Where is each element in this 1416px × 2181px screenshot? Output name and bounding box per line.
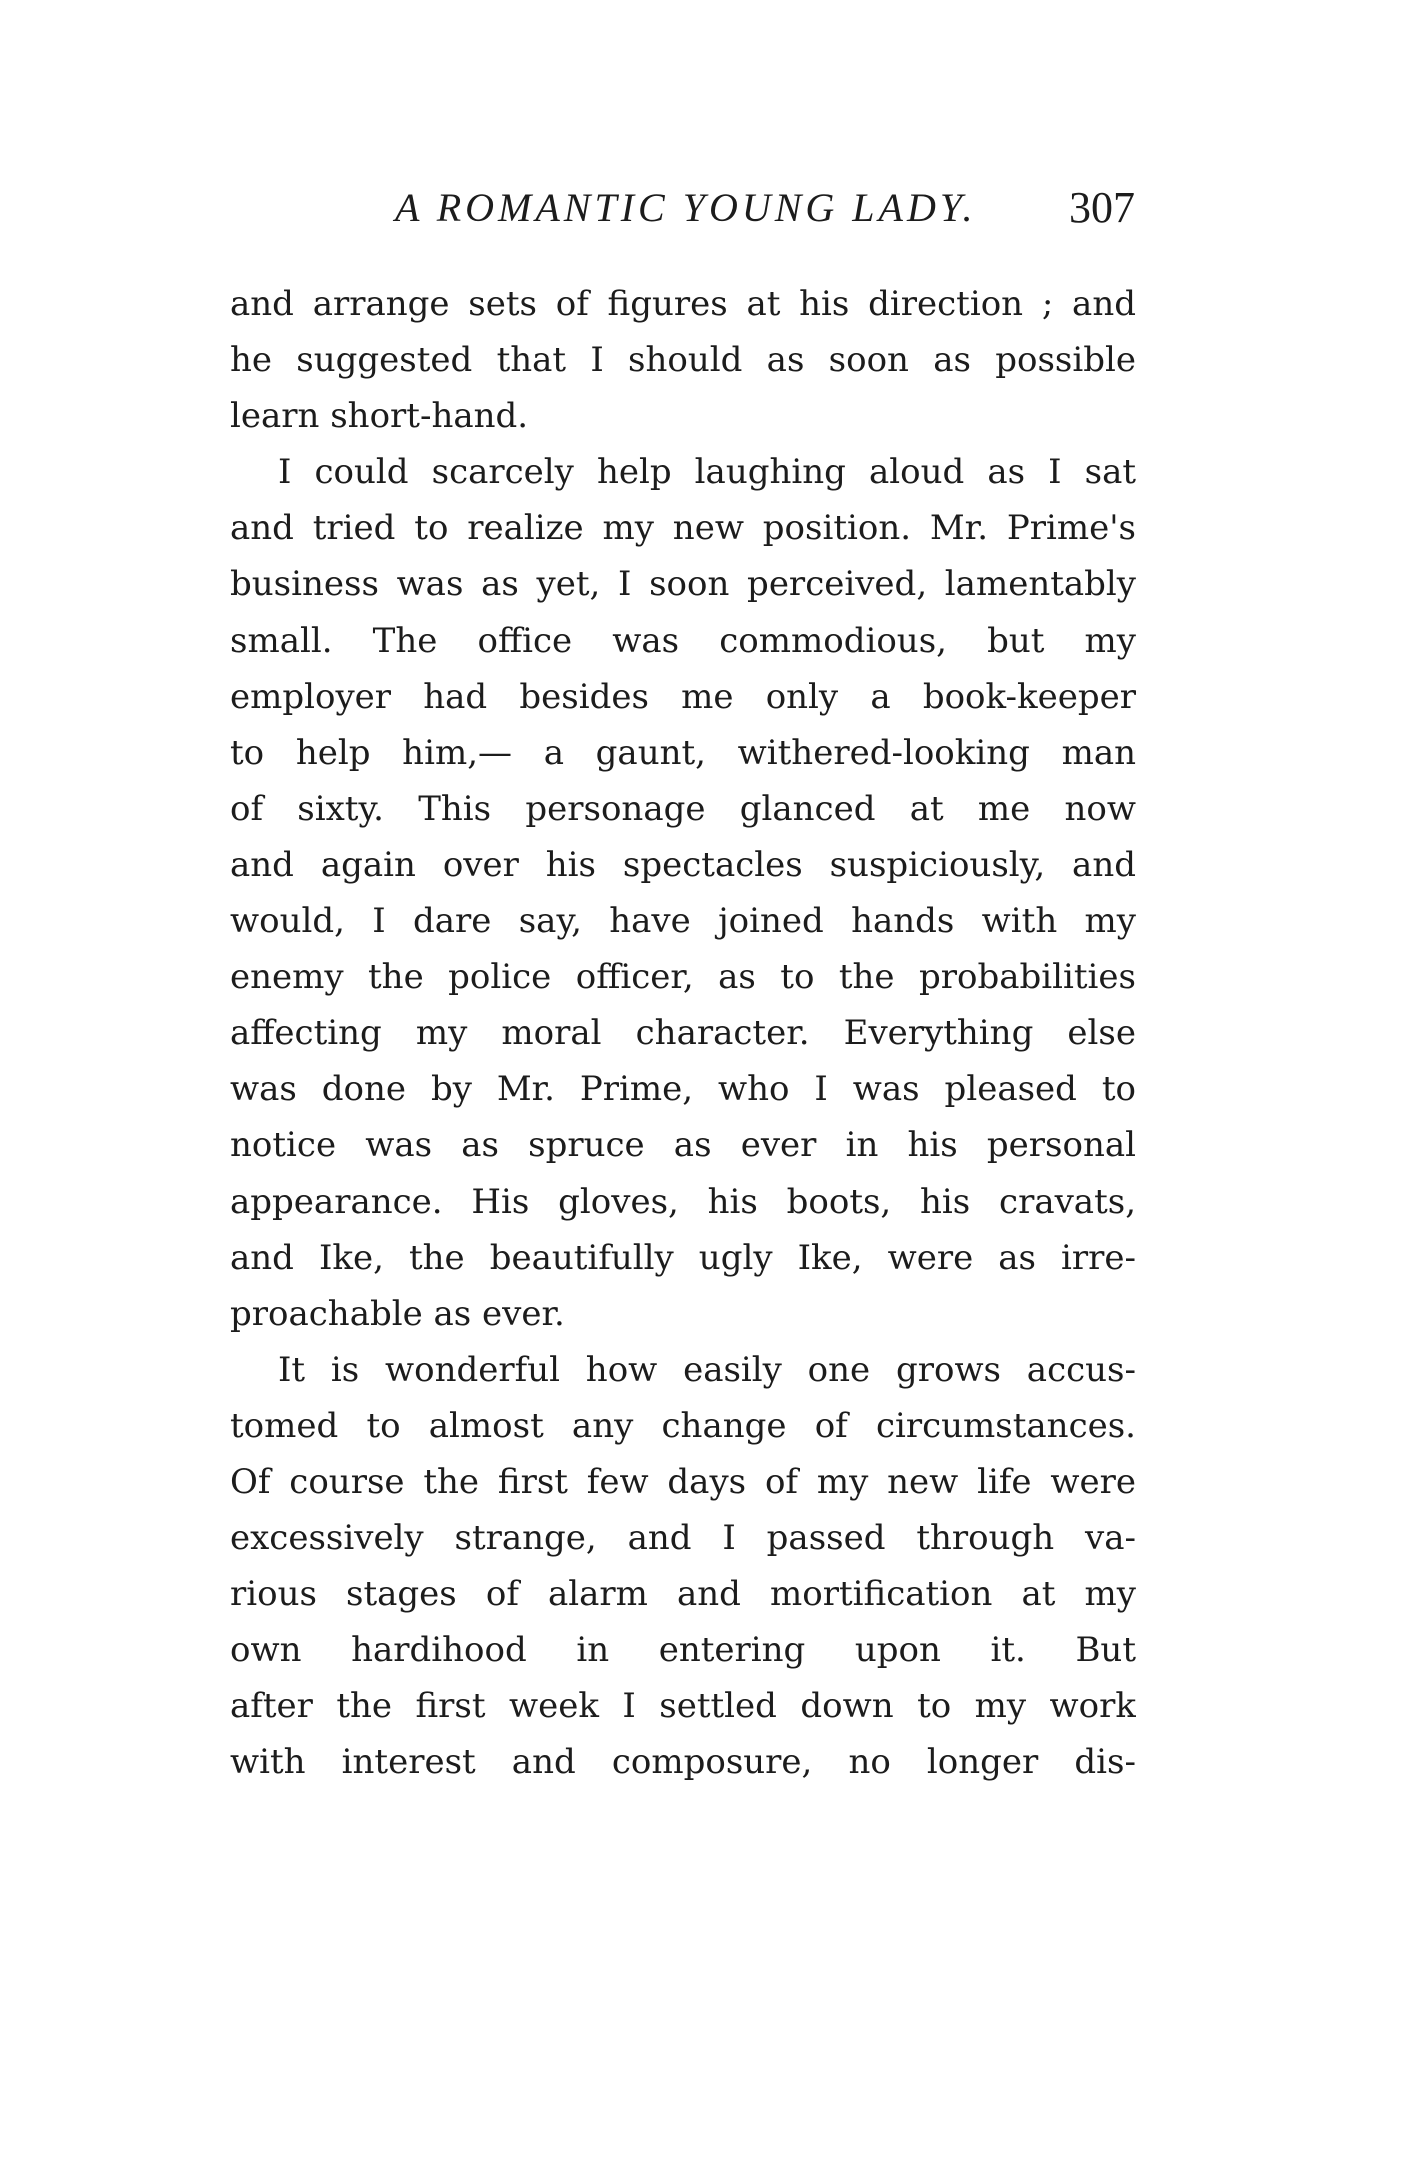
text-line: and tried to realize my new position. Mr. Prime's (230, 508, 1136, 549)
text-line: was done by Mr. Prime, who I was pleased to (230, 1069, 1136, 1110)
page-number: 307 (1069, 183, 1135, 232)
text-line: after the first week I settled down to my work (230, 1686, 1136, 1727)
text-line: and again over his spectacles suspiciously, and (230, 844, 1136, 885)
text-line: he suggested that I should as soon as possible (230, 340, 1136, 381)
text-line: notice was as spruce as ever in his personal (230, 1125, 1136, 1166)
text-line: appearance. His gloves, his boots, his cravats, (230, 1181, 1136, 1222)
text-line: employer had besides me only a book-keeper (230, 676, 1136, 717)
text-line: excessively strange, and I passed through va- (230, 1518, 1136, 1559)
text-line: rious stages of alarm and mortification at my (230, 1574, 1136, 1615)
text-line: and Ike, the beautifully ugly Ike, were as irre- (230, 1237, 1136, 1278)
text-line: proachable as ever. (230, 1293, 565, 1334)
running-head (230, 178, 1135, 248)
text-line: learn short-hand. (230, 396, 529, 437)
text-line: I could scarcely help laughing aloud as I sat (278, 452, 1136, 493)
text-line: affecting my moral character. Everything else (230, 1013, 1136, 1054)
running-title: A ROMANTIC YOUNG LADY. (395, 185, 977, 230)
text-line: business was as yet, I soon perceived, lamentably (230, 564, 1136, 605)
text-line: would, I dare say, have joined hands with my (230, 901, 1136, 942)
text-line: with interest and composure, no longer dis- (230, 1742, 1136, 1783)
text-line: of sixty. This personage glanced at me now (230, 788, 1136, 829)
text-line: It is wonderful how easily one grows accus- (278, 1349, 1136, 1390)
body-text (230, 276, 1136, 1791)
text-line: and arrange sets of figures at his direction ; and (230, 284, 1136, 324)
text-line: to help him,— a gaunt, withered-looking man (230, 732, 1136, 773)
text-line: tomed to almost any change of circumstances. (230, 1405, 1136, 1446)
text-line: enemy the police officer, as to the probabilities (230, 957, 1136, 998)
text-line: own hardihood in entering upon it. But (230, 1630, 1136, 1671)
text-line: small. The office was commodious, but my (230, 620, 1136, 661)
text-line: Of course the first few days of my new life were (230, 1461, 1136, 1502)
